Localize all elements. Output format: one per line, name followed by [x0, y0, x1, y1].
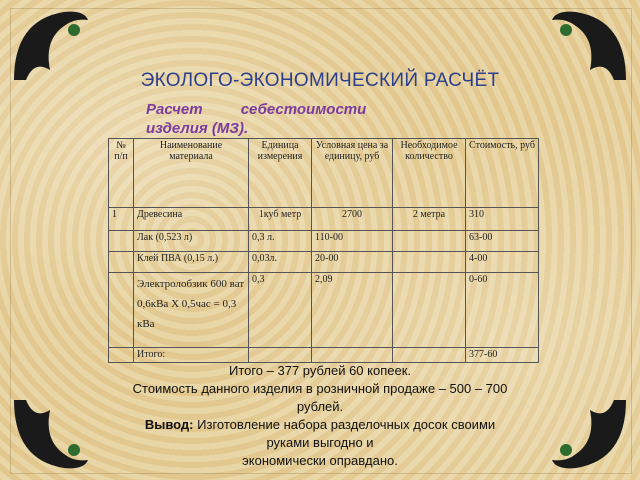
subtitle: [146, 100, 396, 138]
cell-price: 110-00: [312, 231, 393, 252]
header-price: Условная цена за единицу, руб: [312, 139, 393, 208]
subtitle-line2: изделия (МЗ).: [146, 120, 249, 137]
cell-num: [109, 348, 134, 363]
conclusion-label: Вывод:: [144, 417, 194, 432]
cell-unit: [249, 348, 312, 363]
cell-unit: 0,03л.: [249, 252, 312, 273]
table-total-row: [109, 348, 539, 363]
header-quantity: Необходимое количество: [393, 139, 466, 208]
total-value: 377-60: [466, 348, 539, 363]
cell-num: [109, 252, 134, 273]
header-material: Наименование материала: [134, 139, 249, 208]
table-header-row: [109, 139, 539, 208]
header-num: № п/п: [109, 139, 134, 208]
cell-num: [109, 231, 134, 252]
cell-num: [109, 273, 134, 348]
cell-cost: 63-00: [466, 231, 539, 252]
summary-block: [0, 362, 640, 470]
cell-quantity: [393, 252, 466, 273]
cell-price: 2,09: [312, 273, 393, 348]
cell-num: 1: [109, 208, 134, 231]
cell-material: Электролобзик 600 ват 0,6кВа X 0,5час = 0,3 кВа: [134, 273, 249, 348]
cell-price: 2700: [312, 208, 393, 231]
conclusion-line-1: [0, 416, 640, 434]
conclusion-text-1: Изготовление набора разделочных досок своими: [197, 417, 496, 432]
conclusion-line-2: руками выгодно и: [266, 435, 374, 450]
retail-line-2: рублей.: [296, 399, 344, 414]
cell-quantity: [393, 231, 466, 252]
cell-material: Древесина: [134, 208, 249, 231]
cell-cost: 4-00: [466, 252, 539, 273]
cell-material: Лак (0,523 л): [134, 231, 249, 252]
cell-unit: 1куб метр: [249, 208, 312, 231]
cell-unit: 0,3: [249, 273, 312, 348]
cell-material: Клей ПВА (0,15 л.): [134, 252, 249, 273]
page-title: ЭКОЛОГО-ЭКОНОМИЧЕСКИЙ РАСЧЁТ: [140, 70, 500, 91]
cost-table: [108, 138, 539, 363]
conclusion-line-3: экономически оправдано.: [242, 453, 398, 468]
subtitle-line1: Расчет себестоимости: [146, 101, 367, 118]
header-cost: Стоимость, руб: [466, 139, 539, 208]
cell-quantity: [393, 348, 466, 363]
cell-cost: 0-60: [466, 273, 539, 348]
total-sentence: Итого – 377 рублей 60 копеек.: [228, 363, 412, 378]
table-row: [109, 231, 539, 252]
cell-unit: 0,3 л.: [249, 231, 312, 252]
total-label: Итого:: [134, 348, 249, 363]
cell-cost: 310: [466, 208, 539, 231]
header-unit: Единица измерения: [249, 139, 312, 208]
table-row: [109, 273, 539, 348]
cell-price: [312, 348, 393, 363]
cell-price: 20-00: [312, 252, 393, 273]
cell-quantity: 2 метра: [393, 208, 466, 231]
cell-quantity: [393, 273, 466, 348]
table-row: [109, 208, 539, 231]
retail-line-1: Стоимость данного изделия в розничной продаже – 500 – 700: [132, 381, 508, 396]
table-row: [109, 252, 539, 273]
